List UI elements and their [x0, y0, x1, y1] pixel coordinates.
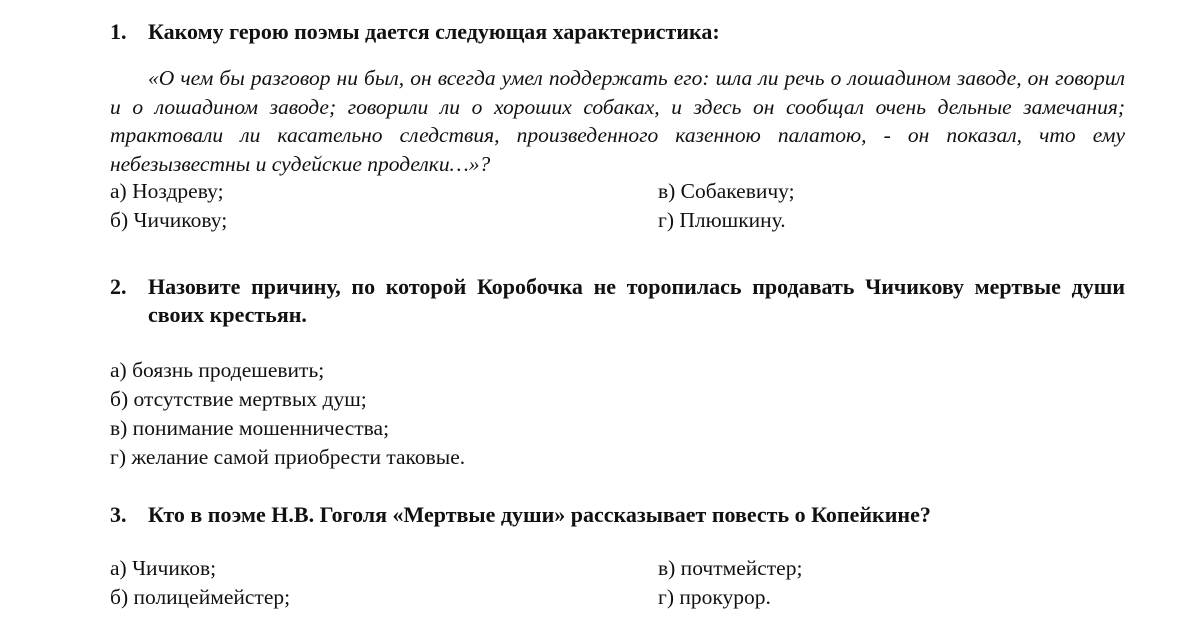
- question-2-title: Назовите причину, по которой Коробочка не торопилась продавать Чичикову мертвые души своих крестьян.: [148, 274, 1125, 327]
- option-a: а) Ноздреву;: [110, 179, 224, 203]
- question-2-options: [110, 356, 1125, 472]
- question-2: [110, 273, 1125, 472]
- question-1-number: 1.: [110, 19, 127, 44]
- question-1: [110, 18, 1125, 235]
- question-2-number: 2.: [110, 274, 127, 299]
- question-1-options: [110, 177, 1125, 235]
- option-g: г) прокурор.: [658, 585, 771, 609]
- option-b: б) полицеймейстер;: [110, 585, 291, 609]
- option-v: в) понимание мошенничества;: [110, 416, 390, 440]
- question-3-heading: [110, 501, 1125, 529]
- option-g: г) Плюшкину.: [658, 208, 786, 232]
- question-2-heading: [110, 273, 1125, 329]
- question-1-quote: «О чем бы разговор ни был, он всегда умел поддержать его: шла ли речь о лошадином заводе, он говорил и о лошадином заводе; говорили ли о хороших собаках, и здесь он сообщал очень дельные замечания; трактовали ли касательно следствия, произведенного казенною палатою, - он показал, что ему небезызвестны и судейские проделки…»?: [110, 66, 1125, 176]
- option-v: в) Собакевичу;: [658, 179, 795, 203]
- option-g: г) желание самой приобрести таковые.: [110, 445, 466, 469]
- option-b: б) Чичикову;: [110, 208, 228, 232]
- question-3-number: 3.: [110, 502, 127, 527]
- question-1-heading: [110, 18, 1125, 46]
- question-3: [110, 501, 1125, 612]
- option-b: б) отсутствие мертвых душ;: [110, 387, 367, 411]
- option-a: а) Чичиков;: [110, 556, 217, 580]
- question-1-title: Какому герою поэмы дается следующая характеристика:: [148, 19, 720, 44]
- option-a: а) боязнь продешевить;: [110, 358, 325, 382]
- option-v: в) почтмейстер;: [658, 556, 803, 580]
- question-3-options: [110, 554, 1125, 612]
- question-3-title: Кто в поэме Н.В. Гоголя «Мертвые души» рассказывает повесть о Копейкине?: [148, 502, 931, 527]
